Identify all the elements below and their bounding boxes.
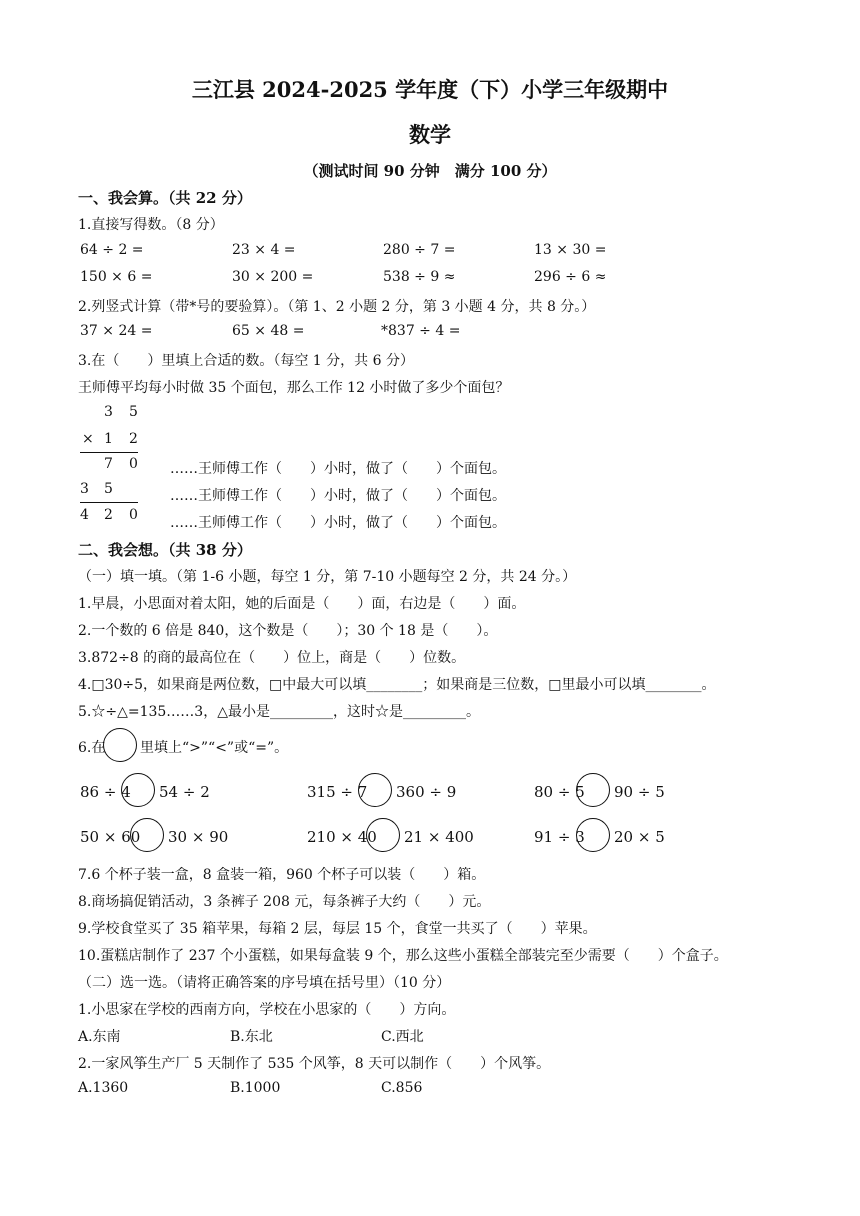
calc-item: 13 × 30 = [534, 242, 607, 258]
fill-q8: 8.商场搞促销活动，3 条裤子 208 元，每条裤子大约（ ）元。 [78, 894, 491, 910]
underline [80, 502, 138, 503]
fill-q9: 9.学校食堂买了 35 箱苹果，每箱 2 层，每层 15 个，食堂一共买了（ ）苹果。 [78, 921, 597, 937]
fill-q5: 5.☆÷△=135……3，△最小是_________，这时☆是_________。 [78, 704, 480, 720]
fill-q6-suffix: 里填上“>”“<”或“=”。 [140, 740, 289, 756]
part2-heading: 二、我会想。（共 38 分） [78, 541, 252, 559]
compare-circle-input[interactable] [130, 818, 164, 852]
times-sign: × [82, 431, 94, 447]
fill-q4: 4.□30÷5，如果商是两位数，□中最大可以填________；如果商是三位数，□里最小可以填________。 [78, 677, 716, 693]
compare-circle-input[interactable] [366, 818, 400, 852]
calc-item: 64 ÷ 2 = [80, 242, 144, 258]
choice-option: A.1360 [78, 1080, 129, 1096]
compare-circle-input[interactable] [121, 773, 155, 807]
calc-item: 280 ÷ 7 = [383, 242, 456, 258]
fill-q1: 1.早晨，小思面对着太阳，她的后面是（ ）面，右边是（ ）面。 [78, 596, 526, 612]
compare-right: 21 × 400 [404, 828, 474, 846]
fill-q7: 7.6 个杯子装一盒，8 盒装一箱，960 个杯子可以装（ ）箱。 [78, 867, 486, 883]
calc-item: 23 × 4 = [232, 242, 296, 258]
compare-right: 20 × 5 [614, 828, 665, 846]
compare-left: 80 ÷ 5 [534, 783, 585, 801]
digit: 7 [104, 456, 113, 472]
compare-right: 54 ÷ 2 [159, 783, 210, 801]
compare-circle-input[interactable] [358, 773, 392, 807]
q3-label: 3.在（ ）里填上合适的数。（每空 1 分，共 6 分） [78, 353, 414, 369]
digit: 2 [104, 507, 113, 523]
compare-left: 315 ÷ 7 [307, 783, 368, 801]
sub2-label: （二）选一选。（请将正确答案的序号填在括号里）（10 分） [78, 975, 451, 991]
digit: 5 [104, 481, 113, 497]
vertical-calc-item: *837 ÷ 4 = [381, 323, 461, 339]
page-title: 三江县 2024-2025 学年度（下）小学三年级期中 [191, 77, 669, 102]
q2-label: 2.列竖式计算（带*号的要验算）。（第 1、2 小题 2 分，第 3 小题 4 分，共 8 分。） [78, 299, 596, 315]
calc-item: 538 ÷ 9 ≈ [383, 269, 456, 285]
digit: 3 [80, 481, 89, 497]
compare-right: 360 ÷ 9 [396, 783, 457, 801]
exam-info: （测试时间 90 分钟 满分 100 分） [303, 162, 557, 180]
choice-option: C.856 [381, 1080, 423, 1096]
choice-option: B.1000 [230, 1080, 281, 1096]
digit: 0 [129, 456, 138, 472]
calc-item: 150 × 6 = [80, 269, 153, 285]
compare-left: 91 ÷ 3 [534, 828, 585, 846]
part1-heading: 一、我会算。（共 22 分） [78, 189, 252, 207]
digit: 4 [80, 507, 89, 523]
compare-circle-icon [103, 728, 137, 762]
compare-right: 30 × 90 [168, 828, 229, 846]
q1-label: 1.直接写得数。（8 分） [78, 217, 224, 233]
choice-option: B.东北 [230, 1029, 273, 1045]
underline [80, 452, 138, 453]
digit: 1 [104, 431, 113, 447]
calc-item: 30 × 200 = [232, 269, 314, 285]
explanation-line: ……王师傅工作（ ）小时，做了（ ）个面包。 [170, 515, 506, 531]
choice-q1: 1.小思家在学校的西南方向，学校在小思家的（ ）方向。 [78, 1002, 456, 1018]
digit: 2 [129, 431, 138, 447]
sub1-label: （一）填一填。（第 1-6 小题，每空 1 分，第 7-10 小题每空 2 分，共 24 分。） [78, 569, 577, 585]
vertical-calc-item: 65 × 48 = [232, 323, 305, 339]
fill-q6-prefix: 6.在 [78, 740, 106, 756]
compare-left: 50 × 60 [80, 828, 141, 846]
choice-q2: 2.一家风筝生产厂 5 天制作了 535 个风筝，8 天可以制作（ ）个风筝。 [78, 1056, 551, 1072]
vertical-calc-item: 37 × 24 = [80, 323, 153, 339]
subject-title: 数学 [409, 122, 451, 147]
choice-option: A.东南 [78, 1029, 121, 1045]
choice-option: C.西北 [381, 1029, 424, 1045]
compare-right: 90 ÷ 5 [614, 783, 665, 801]
compare-left: 210 × 40 [307, 828, 377, 846]
q3-problem: 王师傅平均每小时做 35 个面包，那么工作 12 小时做了多少个面包？ [78, 380, 510, 396]
fill-q10: 10.蛋糕店制作了 237 个小蛋糕，如果每盒装 9 个，那么这些小蛋糕全部装完至少需要（ ）个盒子。 [78, 948, 728, 964]
compare-left: 86 ÷ 4 [80, 783, 131, 801]
calc-item: 296 ÷ 6 ≈ [534, 269, 607, 285]
digit: 3 [104, 404, 113, 420]
digit: 0 [129, 507, 138, 523]
explanation-line: ……王师傅工作（ ）小时，做了（ ）个面包。 [170, 488, 506, 504]
digit: 5 [129, 404, 138, 420]
explanation-line: ……王师傅工作（ ）小时，做了（ ）个面包。 [170, 461, 506, 477]
compare-circle-input[interactable] [576, 773, 610, 807]
compare-circle-input[interactable] [576, 818, 610, 852]
fill-q2: 2.一个数的 6 倍是 840，这个数是（ ）；30 个 18 是（ ）。 [78, 623, 498, 639]
fill-q3: 3.872÷8 的商的最高位在（ ）位上，商是（ ）位数。 [78, 650, 466, 666]
